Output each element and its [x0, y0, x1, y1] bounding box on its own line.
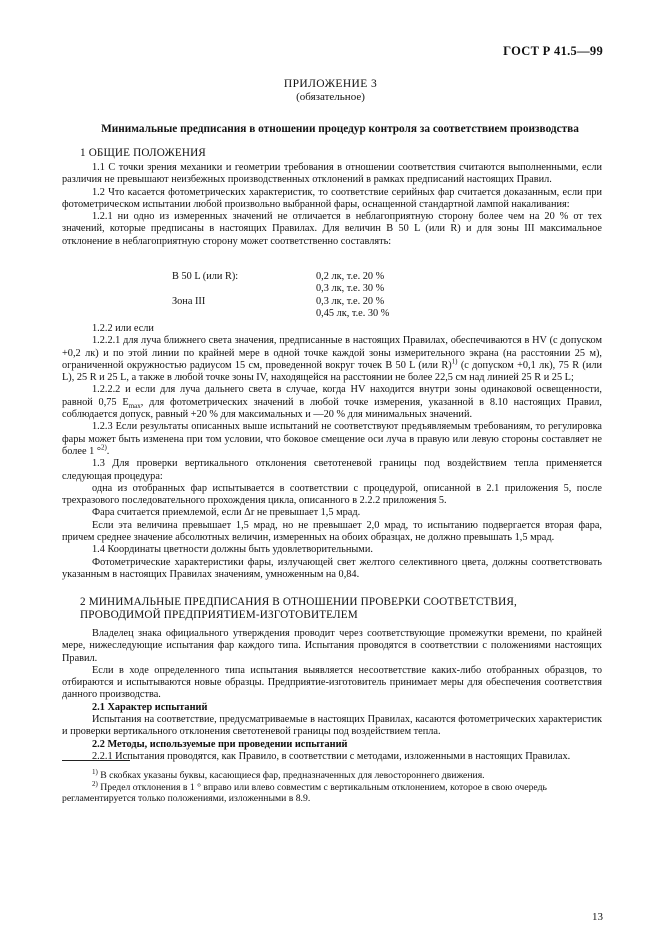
paragraph-1-4: 1.4 Координаты цветности должны быть удовлетворительными. [92, 544, 373, 556]
paragraph-1-3: 1.3 Для проверки вертикального отклонения светотеневой границы под воздействием тепла применяется следующая процедура: [62, 458, 602, 482]
paragraph-2-1: Испытания на соответствие, предусматриваемые в настоящих Правилах, касаются фотометрических характеристик и проверки вертикального отклонения светотеневой границы под воздействием тепла. [62, 714, 602, 738]
paragraph-2-b: Если в ходе определенного типа испытания выявляется несоответствие каких-либо отобранных образцов, то отбираются и испытываются новые образцы. Предприятие-изготовитель принимает меры для обеспечения соответствия данного производства. [62, 664, 602, 701]
appendix-title: ПРИЛОЖЕНИЕ 3 [283, 78, 378, 90]
table-label: B 50 L (или R): [172, 271, 239, 282]
paragraph-1-2-2-1: 1.2.2.1 для луча ближнего света значения, предписанные в настоящих Правилах, обеспечиваются в HV (с допуском +0,2 лк) и по этой линии по крайней мере в одной точке каждой зоны измерительного экрана (на расстоянии 25 м), ограниченной окружностью радиусом 15 см, проведенной вокруг точек B 50 L (или R)$^{1)}$ (с допуском +0,1 лк), 75 R (или L), 25 R и 25 L, а также в любой точке зоны IV, находящейся на расстоянии не более 22,5 см над линией 25 R и 25 L; [62, 335, 602, 384]
paragraph-1-4-a: Фотометрические характеристики фары, излучающей свет желтого селективного цвета, должны соответствовать указанным в настоящих Правилах значениям, умноженным на 0,84. [62, 556, 602, 580]
table-row [172, 296, 456, 308]
table-row [172, 283, 456, 295]
paragraph-1-3-b: Фара считается приемлемой, если Δr не превышает 1,5 мрад. [92, 507, 361, 519]
document-title: Минимальные предписания в отношении процедур контроля за соответствием производства [101, 123, 579, 135]
paragraph-1-3-a: одна из отобранных фар испытывается в соответствии с процедурой, описанной в 2.1 приложения 5, после трехразового последовательного прохождения цикла, описанного в 2.2.2 приложения 5. [62, 482, 602, 507]
table-value: 0,2 лк, т.е. 20 % [316, 271, 385, 282]
paragraph-1-2-1: 1.2.1 ни одно из измеренных значений не отличается в неблагоприятную сторону более чем на 20 % от тех значений, которые предписаны в настоящих Правилах. Для величин B 50 L (или R) и для зоны III максимальное отклонение в неблагоприятную сторону может соответственно составлять: [62, 211, 602, 247]
paragraph-1-2: 1.2 Что касается фотометрических характеристик, то соответствие серийных фар считается доказанным, если при фотометрическом испытании любой произвольно выбранной фары, оснащенной стандартной лампой накаливания: [62, 186, 602, 210]
appendix-status: (обязательное) [296, 91, 365, 103]
subheading-2-2: 2.2 Методы, используемые при проведении испытаний [92, 738, 348, 750]
table-value: 0,3 лк, т.е. 20 % [316, 295, 385, 307]
section-1-body-a [62, 162, 602, 248]
deviation-table [172, 271, 456, 320]
table-label [172, 308, 316, 320]
paragraph-2-a: Владелец знака официального утверждения проводит через соответствующие промежутки времени, по крайней мере, нижеследующие испытания фар каждого типа. Испытания проводятся в соответствии с положениями настоящих Правил. [62, 628, 602, 664]
footnote-ref-2: 2) [100, 443, 107, 452]
footnotes [62, 767, 602, 805]
table-row [172, 308, 456, 320]
section-2-body [62, 628, 602, 763]
paragraph-2-2-1: 2.2.1 Испытания проводятся, как Правило, в соответствии с методами, изложенными в настоящих Правилах. [92, 750, 571, 762]
footnote-2: $^{2)}$ Предел отклонения в 1 ° вправо или влево совместим с вертикальным отклонением, которое в свою очередь регламентируется только положениями, изложенными в 8.9. [62, 779, 547, 804]
section-1-body-b [62, 323, 602, 581]
footnote-1: $^{1)}$ В скобках указаны буквы, касающиеся фар, предназначенных для левостороннего движения. [92, 767, 485, 781]
table-row [172, 271, 456, 283]
table-label: Зона III [172, 295, 206, 307]
paragraph-1-2-2-2: 1.2.2.2 и если для луча дальнего света в случае, когда HV находится внутри зоны одинаковой освещенности, равной 0,75 $E_{max}$, для фотометрических значений в любой точке измерения, указанной в 8.10 настоящих Правил, соблюдается допуск, равный +20 % для максимальных и —20 % для минимальных значений. [62, 384, 602, 421]
paragraph-1-2-2: 1.2.2 или если [92, 323, 154, 334]
paragraph-1-1: 1.1 С точки зрения механики и геометрии требования в отношении соответствия считаются выполненными, если различия не превышают неизбежных производственных отклонений в рамках предписаний настоящих Правил. [62, 162, 602, 186]
table-label [172, 283, 316, 295]
page-number: 13 [592, 911, 603, 923]
section-2-heading: 2 МИНИМАЛЬНЫЕ ПРЕДПИСАНИЯ В ОТНОШЕНИИ ПРОВЕРКИ СООТВЕТСТВИЯ, ПРОВОДИМОЙ ПРЕДПРИЯТИЕМ-ИЗГОТОВИТЕЛЕМ [80, 596, 517, 621]
paragraph-1-3-c: Если эта величина превышает 1,5 мрад, но не превышает 2,0 мрад, то испытанию подвергается вторая фара, причем среднее значение абсолютных величин, измеренных на обоих образцах, не должно превышать 1,5 мрад. [62, 519, 602, 544]
table-value: 0,45 лк, т.е. 30 % [316, 307, 390, 319]
subheading-2-1: 2.1 Характер испытаний [92, 701, 208, 713]
paragraph-1-2-3: 1.2.3 Если результаты описанных выше испытаний не соответствуют предъявляемым требованиям, то регулировка фары может быть изменена при том условии, что боковое смещение оси луча в правую или левую стороны составляет не более 1 °$^{2)}$. [62, 421, 602, 457]
table-value: 0,3 лк, т.е. 30 % [316, 283, 385, 295]
section-1-heading: 1 ОБЩИЕ ПОЛОЖЕНИЯ [80, 147, 206, 159]
footnote-ref-1: 1) [451, 357, 458, 366]
footnote-divider [62, 760, 130, 761]
standard-code: ГОСТ Р 41.5—99 [503, 44, 603, 58]
